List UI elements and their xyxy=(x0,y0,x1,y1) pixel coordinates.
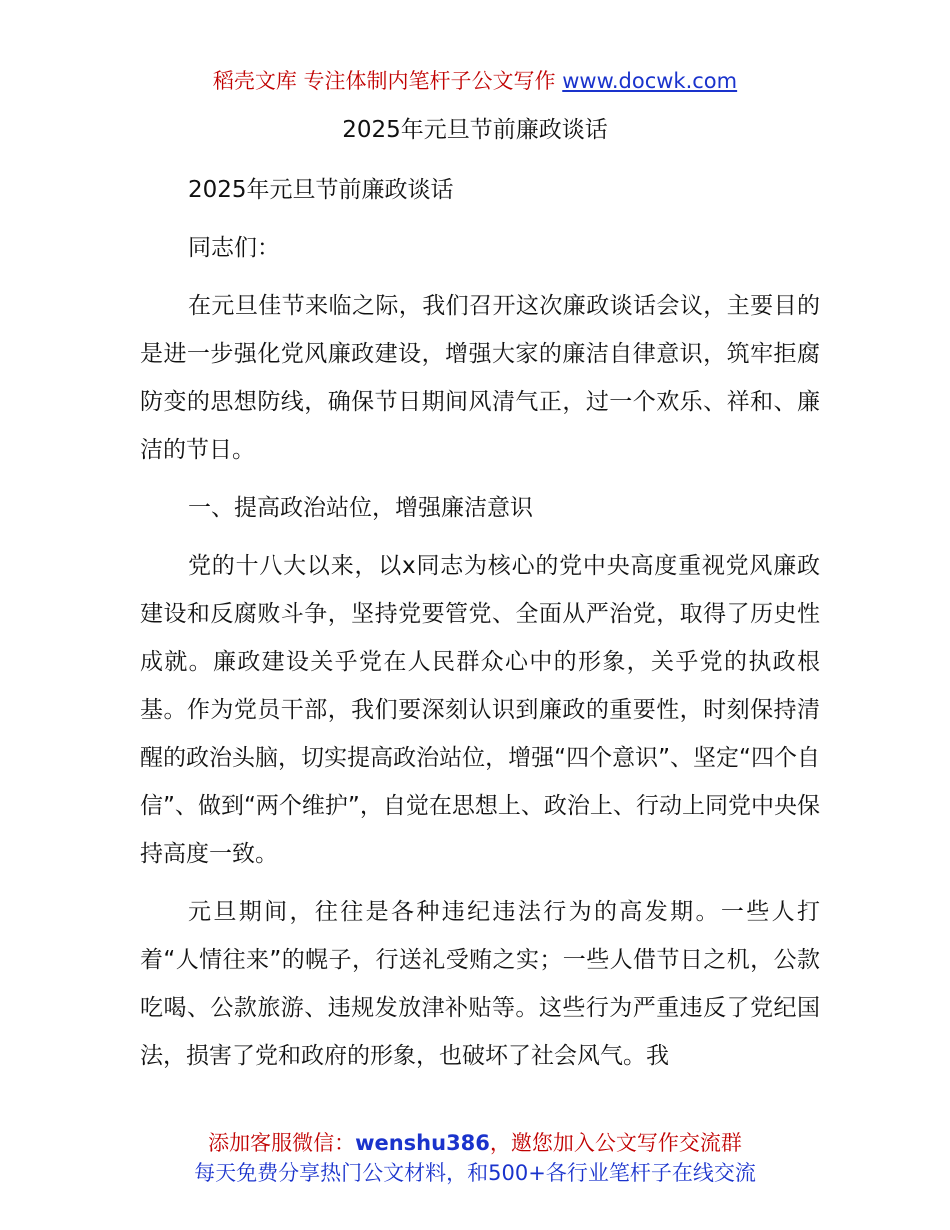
wechat-id: wenshu386 xyxy=(355,1131,490,1155)
body-paragraph: 党的十八大以来，以x同志为核心的党中央高度重视党风廉政建设和反腐败斗争，坚持党要管党、全面从严治党，取得了历史性成就。廉政建设关乎党在人民群众心中的形象，关乎党的执政根基。作为党员干部，我们要深刻认识到廉政的重要性，时刻保持清醒的政治头脑，切实提高政治站位，增强“四个意识”、坚定“四个自信”、做到“两个维护”，自觉在思想上、政治上、行动上同党中央保持高度一致。 xyxy=(140,553,820,867)
promo-footer xyxy=(0,1128,950,1188)
header-url-link[interactable]: www.docwk.com xyxy=(562,69,738,93)
footer-suffix: ，邀您加入公文写作交流群 xyxy=(489,1131,742,1155)
header-brand-text: 稻壳文库 专注体制内笔杆子公文写作 xyxy=(212,69,556,93)
footer-line-2: 每天免费分享热门公文材料，和500+各行业笔杆子在线交流 xyxy=(194,1161,756,1185)
footer-prefix: 添加客服微信： xyxy=(208,1131,356,1155)
footer-line-1 xyxy=(0,1128,950,1158)
intro-paragraph: 在元旦佳节来临之际，我们召开这次廉政谈话会议，主要目的是进一步强化党风廉政建设，增强大家的廉洁自律意识，筑牢拒腐防变的思想防线，确保节日期间风清气正，过一个欢乐、祥和、廉洁的节日。 xyxy=(140,293,820,463)
body-paragraph: 元旦期间，往往是各种违纪违法行为的高发期。一些人打着“人情往来”的幌子，行送礼受贿之实；一些人借节日之机，公款吃喝、公款旅游、违规发放津补贴等。这些行为严重违反了党纪国法，损害了党和政府的形象，也破坏了社会风气。我 xyxy=(140,899,820,1069)
section-heading-1: 一、提高政治站位，增强廉洁意识 xyxy=(188,495,533,521)
salutation: 同志们： xyxy=(188,235,280,261)
document-title: 2025年元旦节前廉政谈话 xyxy=(342,117,608,143)
body-subtitle: 2025年元旦节前廉政谈话 xyxy=(188,177,454,203)
site-header xyxy=(0,66,950,96)
document-body xyxy=(140,166,820,1090)
